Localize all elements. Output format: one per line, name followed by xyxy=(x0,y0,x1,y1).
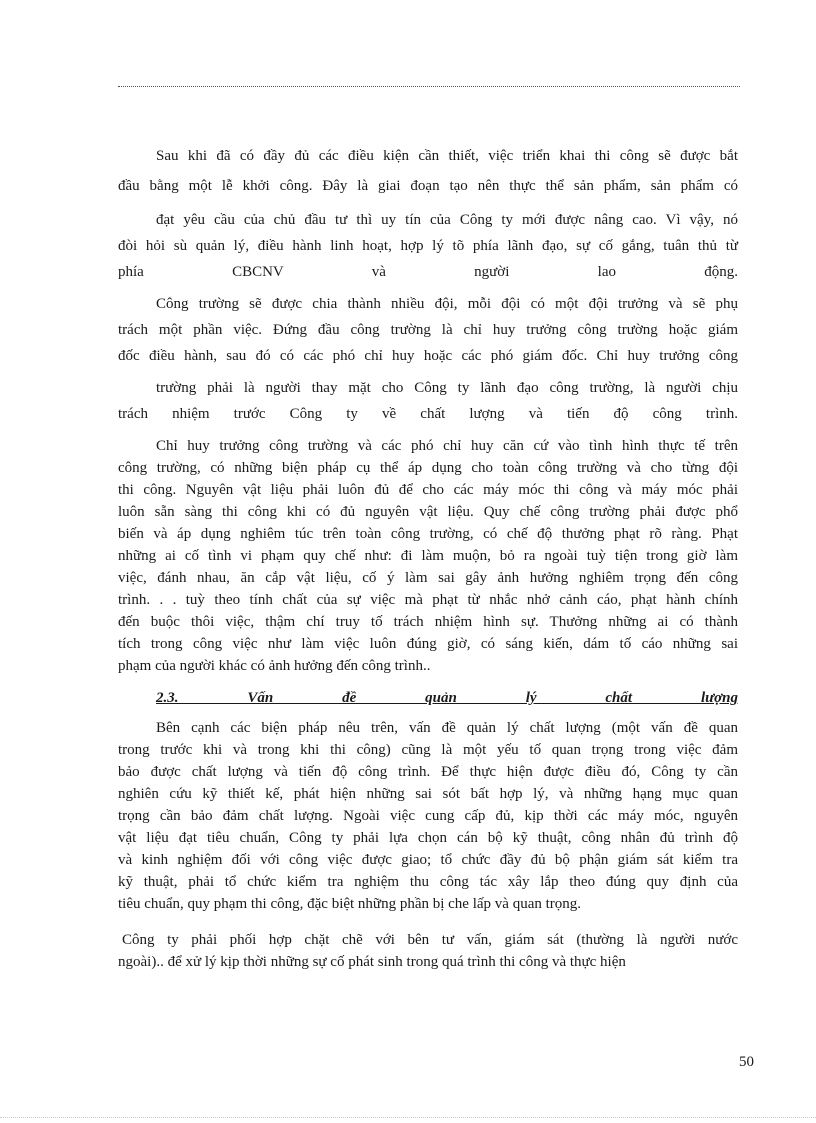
text-line: đạt yêu cầu của chủ đầu tư thì uy tín của Công ty mới được nâng cao. Vì vậy, nó xyxy=(156,212,738,228)
text-line: trách một phần việc. Đứng đầu công trường là chỉ huy trưởng công trường hoặc giám xyxy=(118,322,738,338)
text-line: đốc điều hành, sau đó có các phó chỉ huy hoặc các phó giám đốc. Chỉ huy trưởng công xyxy=(118,348,738,364)
text-line: tích trong công việc như làm việc luôn đúng giờ, có sáng kiến, dám tố cáo những sai xyxy=(118,636,738,652)
text-line: việc, đánh nhau, ăn cắp vật liệu, cố ý làm sai gây ảnh hưởng nghiêm trọng đến công xyxy=(118,570,738,586)
text-line: Sau khi đã có đầy đủ các điều kiện cần thiết, việc triển khai thi công sẽ được bắt xyxy=(156,148,738,164)
header-rule xyxy=(118,86,740,87)
text-line: tiêu chuẩn, quy phạm thi công, đặc biệt những phần bị che lấp và quan trọng. xyxy=(118,896,582,912)
paragraph-5 xyxy=(118,929,738,973)
text-line: những ai cố tình vi phạm quy chế như: đi làm muộn, bỏ ra ngoài tuỳ tiện trong giờ làm xyxy=(118,548,738,564)
page-body xyxy=(118,141,738,973)
text-line: trường phải là người thay mặt cho Công ty lãnh đạo công trường, là người chịu xyxy=(156,380,738,396)
paragraph-1-cont xyxy=(118,207,738,285)
text-line: công trường, có những biện pháp cụ thể áp dụng cho toàn công trường và cho từng đội xyxy=(118,460,738,476)
text-line: kỹ thuật, phải tổ chức kiểm tra nghiệm thu công tác xây lắp theo đúng quy định của xyxy=(118,874,738,890)
paragraph-2 xyxy=(118,291,738,369)
text-line: đòi hỏi sù quản lý, điều hành linh hoạt, hợp lý tõ phía lãnh đạo, sự cố gắng, tuân thủ từ xyxy=(118,238,738,254)
text-line: phạm của người khác có ảnh hưởng đến công trình.. xyxy=(118,658,431,674)
text-line: Bên cạnh các biện pháp nêu trên, vấn đề quản lý chất lượng (một vấn đề quan xyxy=(156,720,738,736)
text-line: biến và áp dụng nghiêm túc trên toàn công trường, có chế độ thưởng phạt rõ ràng. Phạt xyxy=(118,526,738,542)
paragraph-2-cont xyxy=(118,375,738,427)
section-heading: 2.3. Vấn đề quản lý chất lượng xyxy=(156,690,738,706)
text-line: trọng cần bảo đảm chất lượng. Ngoài việc cung cấp đủ, kịp thời các máy móc, nguyên xyxy=(118,808,738,824)
paragraph-1 xyxy=(118,141,738,201)
text-line: Chỉ huy trưởng công trường và các phó chỉ huy căn cứ vào tình hình thực tế trên xyxy=(156,438,738,454)
text-line: Công ty phải phối hợp chặt chẽ với bên tư vấn, giám sát (thường là người nước xyxy=(122,932,738,948)
paragraph-4 xyxy=(118,717,738,915)
text-line: trình. . . tuỳ theo tính chất của sự việc mà phạt từ nhắc nhở cảnh cáo, phạt hành chính xyxy=(118,592,738,608)
text-line: trách nhiệm trước Công ty về chất lượng và tiến độ công trình. xyxy=(118,406,738,422)
paragraph-3 xyxy=(118,435,738,677)
text-line: đầu bằng một lễ khởi công. Đây là giai đoạn tạo nên thực thể sản phẩm, sản phẩm có xyxy=(118,178,738,194)
text-line: phía CBCNV và người lao động. xyxy=(118,264,738,280)
text-line: và kinh nghiệm đối với công việc được giao; tổ chức đầy đủ bộ phận giám sát kiểm tra xyxy=(118,852,738,868)
footer-rule xyxy=(0,1117,816,1118)
text-line: trong trước khi và trong khi thi công) cũng là một yếu tố quan trọng trong việc đảm xyxy=(118,742,738,758)
text-line: ngoài).. để xử lý kịp thời những sự cố phát sinh trong quá trình thi công và thực hiện xyxy=(118,954,626,970)
text-line: bảo được chất lượng và tiến độ công trình. Để thực hiện được điều đó, Công ty cần xyxy=(118,764,738,780)
text-line: thi công. Nguyên vật liệu phải luôn đủ để cho các máy móc thi công và máy móc phải xyxy=(118,482,738,498)
text-line: Công trường sẽ được chia thành nhiều đội, mỗi đội có một đội trưởng và sẽ phụ xyxy=(156,296,738,312)
text-line: vật liệu đạt tiêu chuẩn, Công ty phải lựa chọn cán bộ kỹ thuật, công nhân đủ trình độ xyxy=(118,830,738,846)
text-line: luôn sẵn sàng thi công khi có đủ nguyên vật liệu. Quy chế công trường phải được phổ xyxy=(118,504,738,520)
page-number: 50 xyxy=(739,1054,754,1070)
text-line: đến buộc thôi việc, thậm chí truy tố trách nhiệm hình sự. Thưởng những ai có thành xyxy=(118,614,738,630)
text-line: nghiên cứu kỹ thiết kế, phát hiện những sai sót bất hợp lý, và những hạng mục quan xyxy=(118,786,738,802)
